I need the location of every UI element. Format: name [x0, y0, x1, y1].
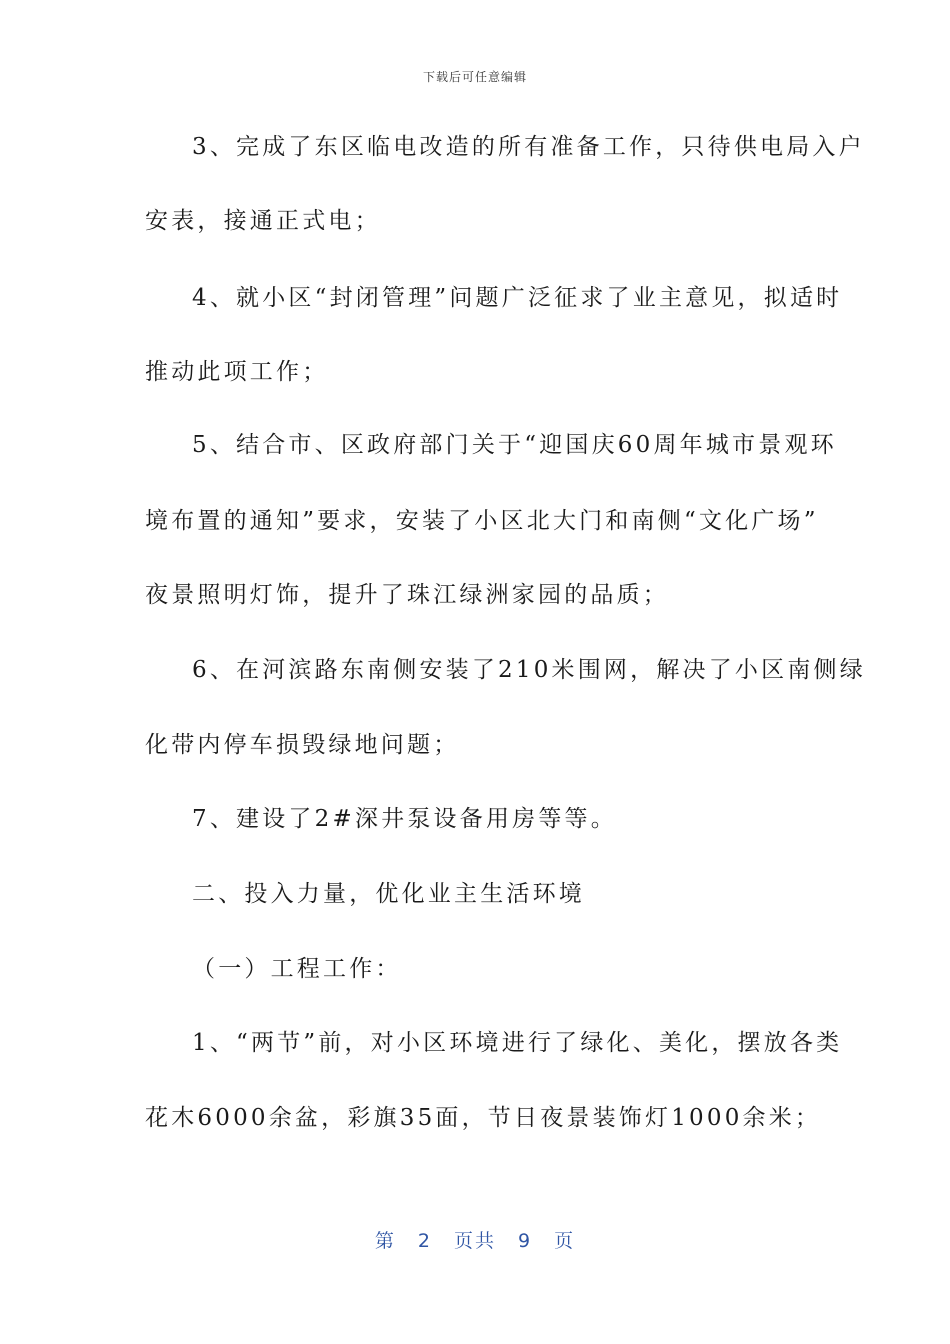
- subsection-heading: （一）工程工作：: [192, 956, 402, 982]
- page-suffix: 页: [554, 1230, 576, 1252]
- paragraph-line: 推动此项工作；: [145, 359, 329, 385]
- paragraph-line: 7、建设了2#深井泵设备用房等等。: [192, 806, 617, 832]
- paragraph-line: 6、在河滨路东南侧安装了210米围网，解决了小区南侧绿: [192, 657, 866, 683]
- paragraph-line: 4、就小区“封闭管理”问题广泛征求了业主意见，拟适时: [192, 285, 843, 311]
- page-total: 9: [518, 1230, 533, 1252]
- paragraph-line: 夜景照明灯饰，提升了珠江绿洲家园的品质；: [145, 582, 669, 608]
- paragraph-line: 5、结合市、区政府部门关于“迎国庆60周年城市景观环: [192, 432, 837, 458]
- paragraph-line: 3、完成了东区临电改造的所有准备工作，只待供电局入户: [192, 134, 865, 160]
- page-prefix: 第: [374, 1230, 396, 1252]
- header-note: 下载后可任意编辑: [422, 70, 527, 84]
- page-middle: 页共: [453, 1230, 496, 1252]
- paragraph-line: 化带内停车损毁绿地问题；: [145, 732, 460, 758]
- paragraph-line: 境布置的通知”要求，安装了小区北大门和南侧“文化广场”: [145, 508, 819, 534]
- paragraph-line: 1、“两节”前，对小区环境进行了绿化、美化，摆放各类: [192, 1030, 843, 1056]
- paragraph-line: 花木6000余盆，彩旗35面，节日夜景装饰灯1000余米；: [145, 1105, 822, 1131]
- page-current: 2: [417, 1230, 432, 1252]
- paragraph-line: 安表，接通正式电；: [145, 208, 381, 234]
- section-heading: 二、投入力量，优化业主生活环境: [192, 881, 585, 907]
- page-number-footer: [0, 1226, 950, 1253]
